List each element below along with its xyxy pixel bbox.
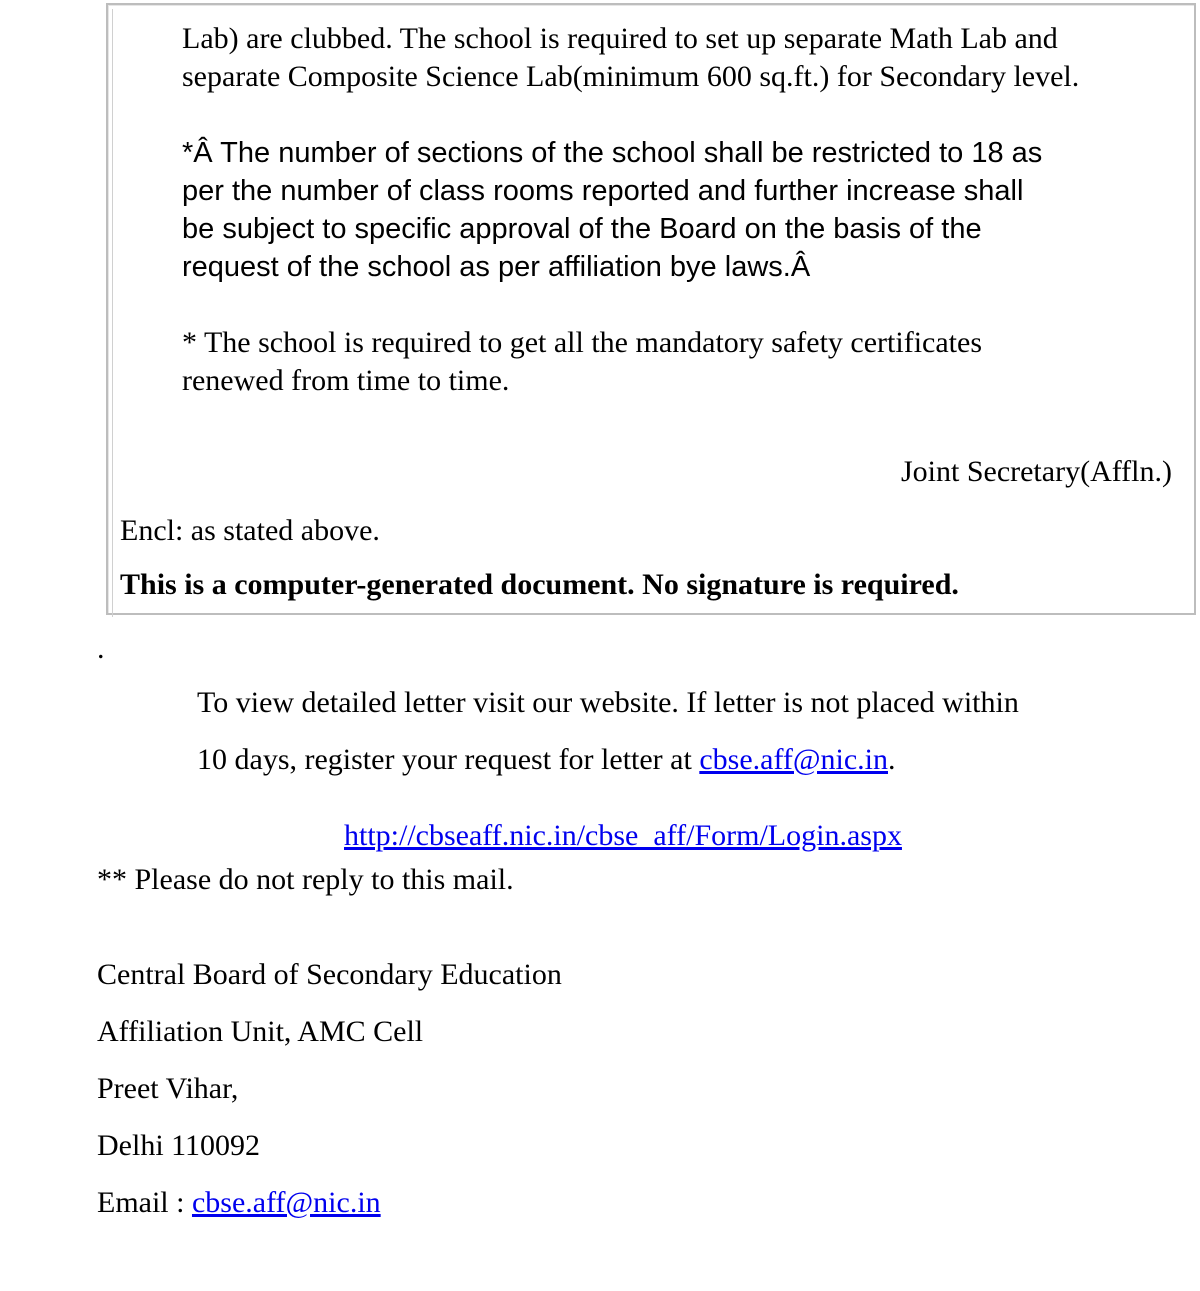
notice-line-2 <box>197 741 896 779</box>
footer-unit: Affiliation Unit, AMC Cell <box>97 1015 424 1048</box>
footer-email-label: Email : <box>97 1186 192 1219</box>
sections-paragraph-line-2: per the number of class rooms reported and further increase shall <box>182 175 1024 207</box>
login-url-link[interactable]: http://cbseaff.nic.in/cbse_aff/Form/Login.aspx <box>344 819 902 852</box>
footer-email-line <box>97 1184 381 1222</box>
notice-line-1: To view detailed letter visit our website. If letter is not placed within <box>197 686 1019 719</box>
login-url-line <box>344 817 902 855</box>
safety-paragraph-line-2: renewed from time to time. <box>182 364 510 397</box>
computer-generated-note: This is a computer-generated document. No signature is required. <box>120 568 959 601</box>
safety-paragraph-line-1: * The school is required to get all the mandatory safety certificates <box>182 326 982 359</box>
footer-org: Central Board of Secondary Education <box>97 958 562 991</box>
sections-paragraph-line-1: *Â The number of sections of the school shall be restricted to 18 as <box>182 137 1043 169</box>
enclosure-note: Encl: as stated above. <box>120 514 380 547</box>
lab-paragraph-line-1: Lab) are clubbed. The school is required to set up separate Math Lab and <box>182 22 1058 55</box>
sections-paragraph-line-4: request of the school as per affiliation bye laws.Â <box>182 251 811 283</box>
no-reply-note: ** Please do not reply to this mail. <box>97 863 514 896</box>
footer-city: Delhi 110092 <box>97 1129 261 1162</box>
separator-dot: . <box>97 632 105 665</box>
notice-line-2-text: 10 days, register your request for letter at <box>197 743 700 776</box>
footer-email-link[interactable]: cbse.aff@nic.in <box>191 1186 381 1219</box>
footer-area: Preet Vihar, <box>97 1072 239 1105</box>
signatory: Joint Secretary(Affln.) <box>900 455 1172 488</box>
notice-email-link[interactable]: cbse.aff@nic.in <box>699 743 888 776</box>
sections-paragraph-line-3: be subject to specific approval of the Board on the basis of the <box>182 213 982 245</box>
notice-line-2-period: . <box>888 743 896 776</box>
lab-paragraph-line-2: separate Composite Science Lab(minimum 600 sq.ft.) for Secondary level. <box>182 60 1080 93</box>
